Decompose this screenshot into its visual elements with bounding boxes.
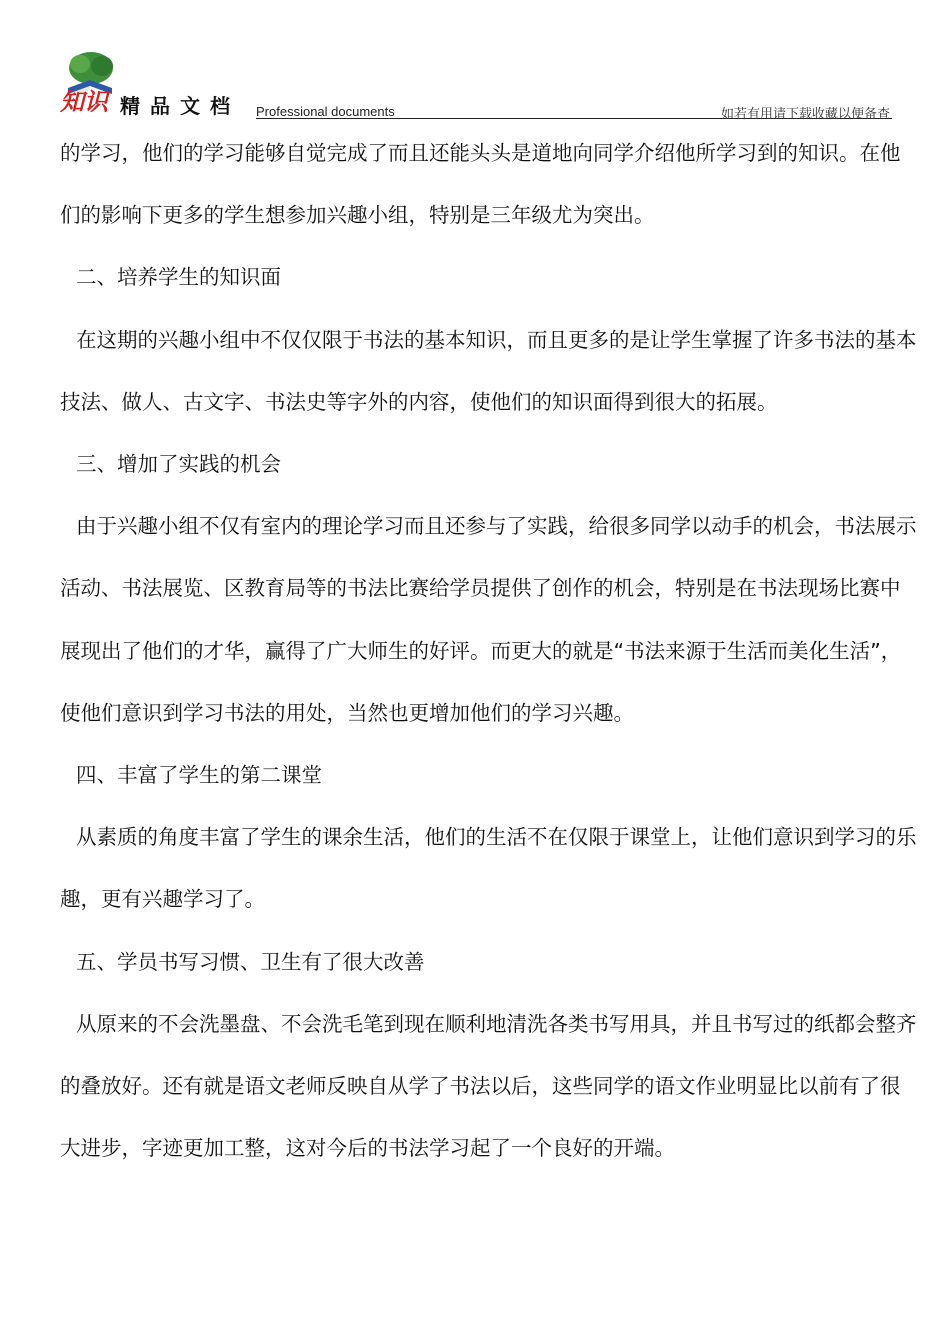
document-body bbox=[60, 122, 918, 1179]
section-heading: 二、培养学生的知识面 bbox=[76, 265, 281, 290]
section-heading: 三、增加了实践的机会 bbox=[76, 452, 281, 477]
page-header bbox=[0, 0, 950, 125]
paragraph: 的学习，他们的学习能够自觉完成了而且还能头头是道地向同学介绍他所学习到的知识。在他们的影响下更多的学生想参加兴趣小组，特别是三年级尤为突出。 bbox=[60, 141, 901, 228]
svg-text:知识: 知识 bbox=[60, 88, 108, 112]
book-tree-logo-icon bbox=[58, 50, 123, 112]
paragraph: 从素质的角度丰富了学生的课余生活，他们的生活不在仅限于课堂上，让他们意识到学习的乐趣，更有兴趣学习了。 bbox=[60, 825, 917, 912]
section-heading: 五、学员书写习惯、卫生有了很大改善 bbox=[76, 949, 425, 974]
tagline: Professional documents bbox=[256, 104, 395, 119]
paragraph: 由于兴趣小组不仅有室内的理论学习而且还参与了实践，给很多同学以动手的机会，书法展示活动、书法展览、区教育局等的书法比赛给学员提供了创作的机会，特别是在书法现场比赛中展现出了他们的才华，赢得了广大师生的好评。而更大的就是“书法来源于生活而美化生活”，使他们意识到学习书法的用处，当然也更增加他们的学习兴趣。 bbox=[60, 514, 917, 725]
download-notice: 如若有用请下载收藏以便备查 bbox=[720, 107, 890, 122]
brand-title: 精品文档 bbox=[120, 94, 240, 118]
paragraph: 在这期的兴趣小组中不仅仅限于书法的基本知识，而且更多的是让学生掌握了许多书法的基本技法、做人、古文字、书法史等字外的内容，使他们的知识面得到很大的拓展。 bbox=[60, 327, 917, 414]
section-heading: 四、丰富了学生的第二课堂 bbox=[76, 763, 322, 788]
paragraph: 从原来的不会洗墨盘、不会洗毛笔到现在顺利地清洗各类书写用具，并且书写过的纸都会整齐的叠放好。还有就是语文老师反映自从学了书法以后，这些同学的语文作业明显比以前有了很大进步，字迹更加工整，这对今后的书法学习起了一个良好的开端。 bbox=[60, 1011, 917, 1161]
